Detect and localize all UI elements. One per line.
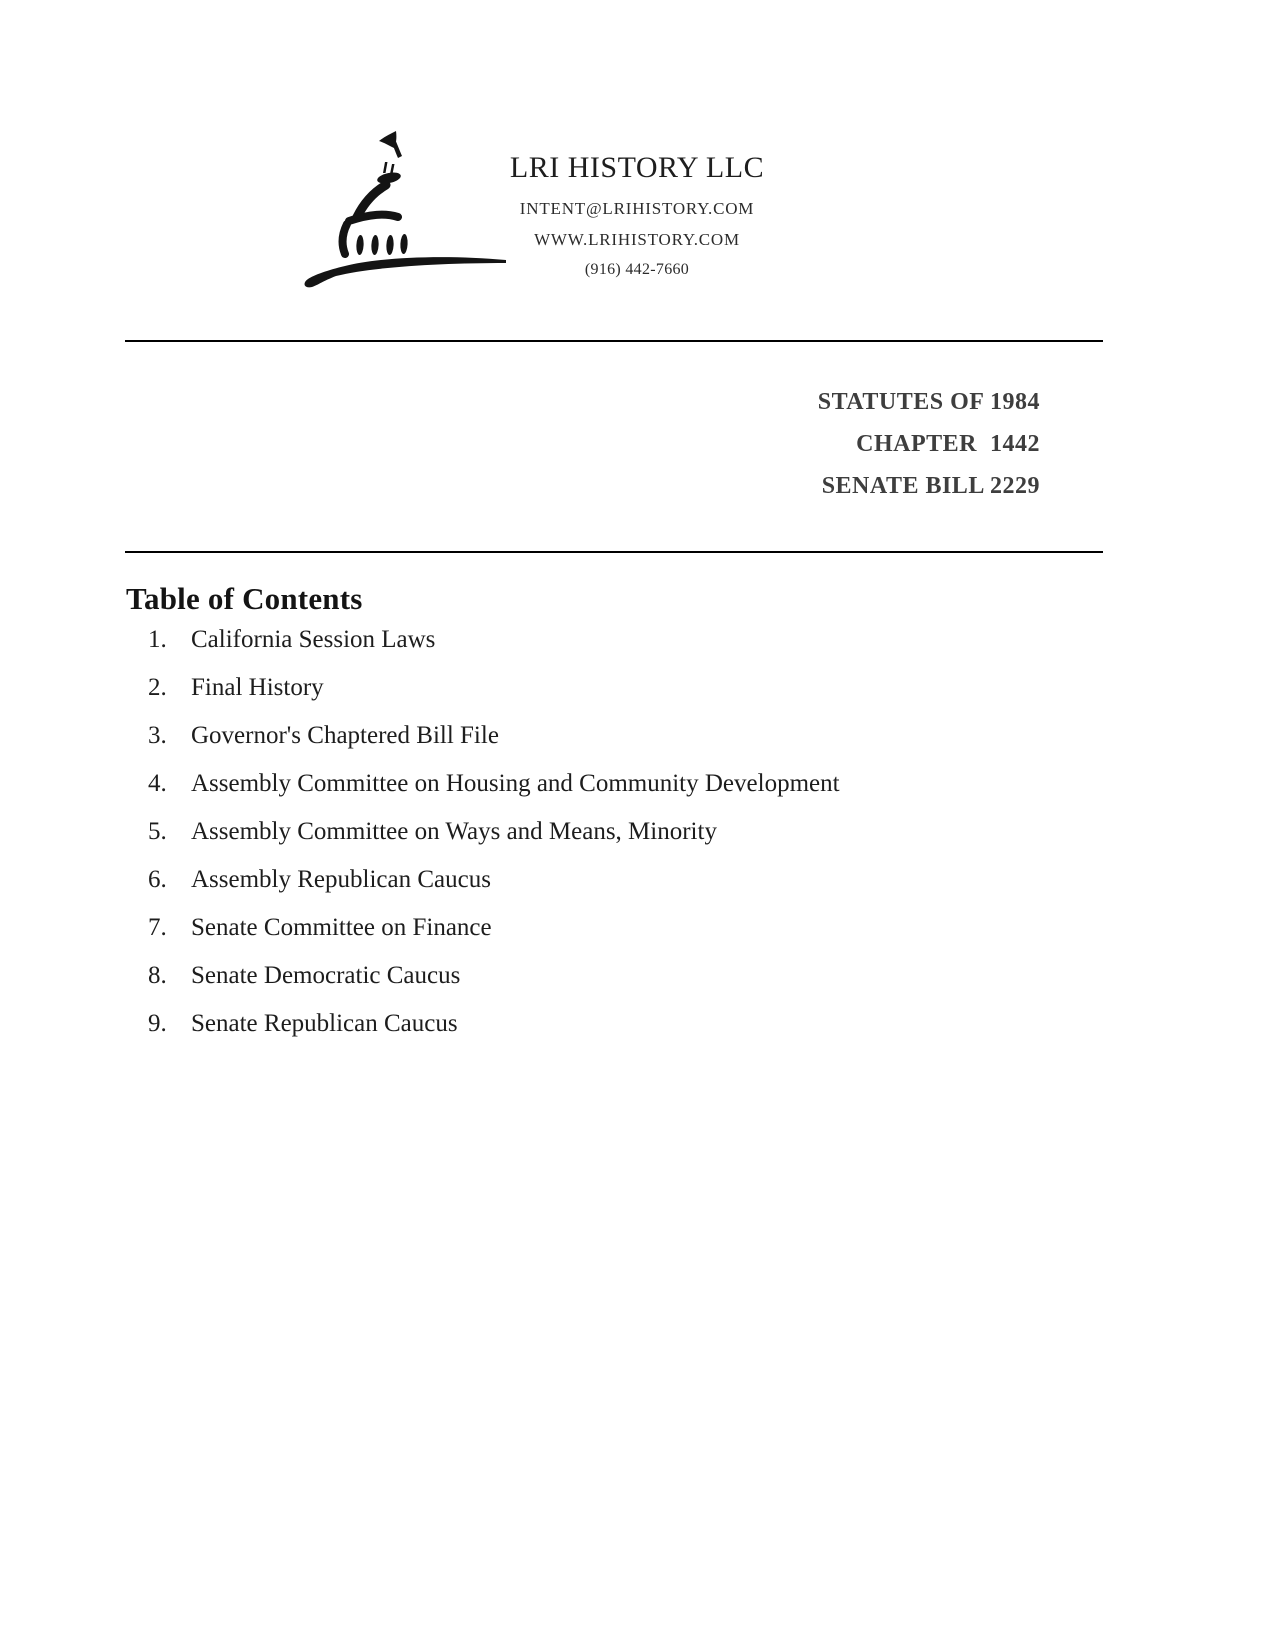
toc-item-number: 7. <box>148 914 167 941</box>
toc-item-label: Senate Committee on Finance <box>191 914 492 941</box>
toc-list <box>148 626 1098 1058</box>
toc-item-label: Assembly Committee on Housing and Community Development <box>191 770 840 797</box>
toc-item-number: 3. <box>148 722 167 749</box>
horizontal-rule-top <box>125 340 1103 342</box>
toc-item <box>148 770 1098 801</box>
toc-item-label: Final History <box>191 674 324 701</box>
toc-item <box>148 674 1098 705</box>
logo-flag-icon <box>376 131 402 185</box>
toc-item-label: Senate Republican Caucus <box>191 1010 458 1037</box>
toc-item-number: 8. <box>148 962 167 989</box>
toc-item-number: 9. <box>148 1010 167 1037</box>
toc-item-number: 4. <box>148 770 167 797</box>
statute-reference-block <box>818 381 1040 507</box>
company-email: INTENT@LRIHISTORY.COM <box>519 199 755 218</box>
toc-item <box>148 866 1098 897</box>
toc-item <box>148 962 1098 993</box>
toc-item <box>148 722 1098 753</box>
company-phone: (916) 442-7660 <box>584 261 690 278</box>
toc-item-label: California Session Laws <box>191 626 436 653</box>
toc-item-label: Governor's Chaptered Bill File <box>191 722 499 749</box>
toc-item-label: Assembly Committee on Ways and Means, Minority <box>191 818 717 845</box>
horizontal-rule-bottom <box>125 551 1103 553</box>
toc-item <box>148 1010 1098 1041</box>
senate-bill-line: SENATE BILL 2229 <box>821 473 1040 499</box>
letterhead <box>437 151 837 279</box>
toc-item-number: 6. <box>148 866 167 893</box>
toc-title: Table of Contents <box>126 581 363 616</box>
toc-item-label: Senate Democratic Caucus <box>191 962 461 989</box>
toc-item-number: 1. <box>148 626 167 653</box>
toc-item <box>148 914 1098 945</box>
statutes-line: STATUTES OF 1984 <box>817 389 1040 415</box>
toc-item-number: 2. <box>148 674 167 701</box>
company-name: LRI HISTORY LLC <box>509 151 765 184</box>
company-website: WWW.LRIHISTORY.COM <box>534 230 740 249</box>
toc-item-label: Assembly Republican Caucus <box>191 866 491 893</box>
toc-item-number: 5. <box>148 818 167 845</box>
toc-item <box>148 626 1098 657</box>
chapter-line: CHAPTER 1442 <box>856 431 1040 457</box>
toc-item <box>148 818 1098 849</box>
